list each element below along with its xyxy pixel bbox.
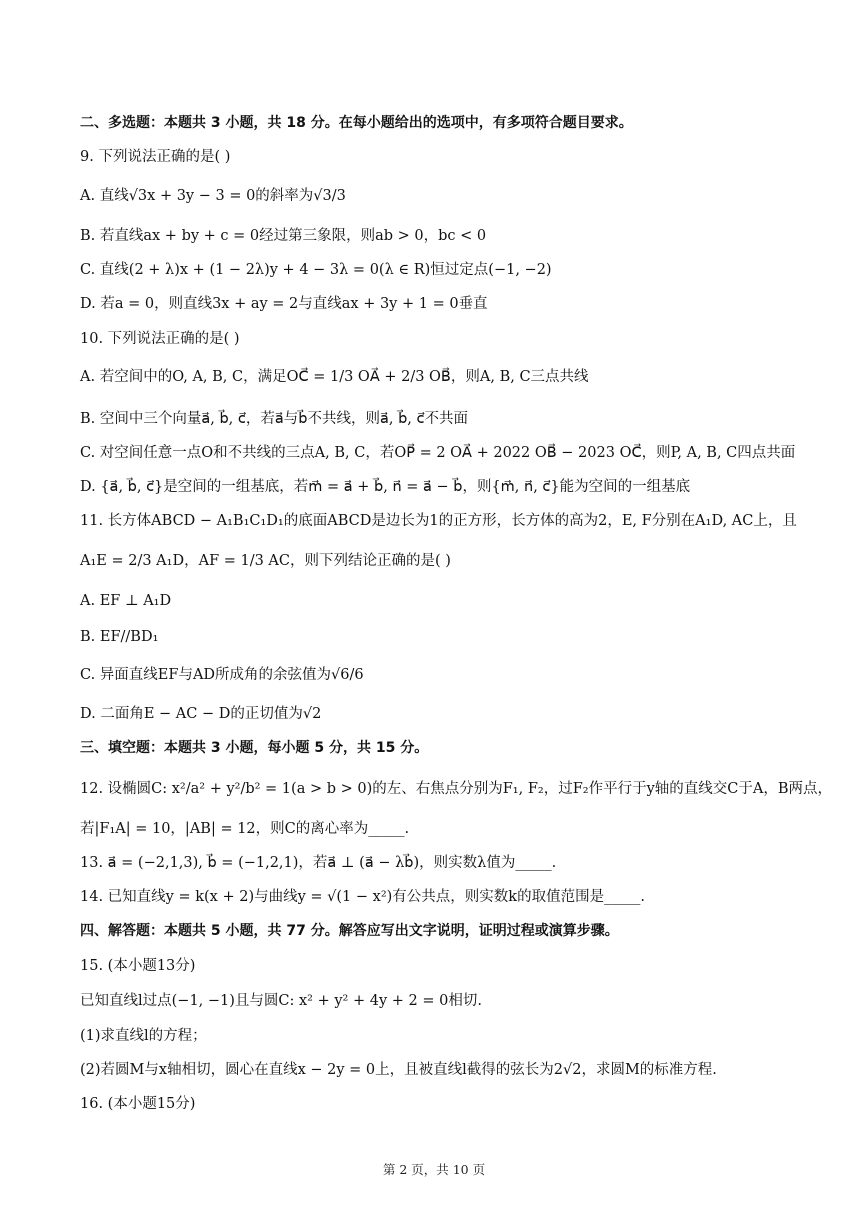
question-13: 13. a⃗ = (−2,1,3), b⃗ = (−1,2,1)，若a⃗ ⊥ (a⃗ − λb⃗)，则实数λ值为_____. (80, 855, 557, 871)
question-15-stem: 已知直线l过点(−1, −1)且与圆C: x² + y² + 4y + 2 = 0相切. (80, 993, 482, 1009)
question-11-option-d: D. 二面角E − AC − D的正切值为√2 (80, 706, 322, 722)
question-10-option-b: B. 空间中三个向量a⃗, b⃗, c⃗，若a⃗与b⃗不共线，则a⃗, b⃗, c⃗不共面 (80, 411, 468, 427)
page-footer: 第 2 页，共 10 页 (382, 1162, 486, 1177)
question-16-header: 16. (本小题15分) (80, 1096, 196, 1112)
question-15-part-1: (1)求直线l的方程； (80, 1028, 207, 1044)
question-11-option-b: B. EF//BD₁ (80, 629, 159, 645)
question-9-option-b: B. 若直线ax + by + c = 0经过第三象限，则ab > 0，bc < 0 (80, 228, 487, 244)
question-14: 14. 已知直线y = k(x + 2)与曲线y = √(1 − x²)有公共点，则实数k的取值范围是_____. (80, 889, 645, 905)
section-heading-multiple-choice: 二、多选题：本题共 3 小题，共 18 分。在每小题给出的选项中，有多项符合题目要求。 (80, 115, 633, 131)
question-9-option-c: C. 直线(2 + λ)x + (1 − 2λ)y + 4 − 3λ = 0(λ ∈ R)恒过定点(−1, −2) (80, 262, 552, 278)
question-9-option-a: A. 直线√3x + 3y − 3 = 0的斜率为√3/3 (80, 188, 346, 204)
question-15-part-2: (2)若圆M与x轴相切，圆心在直线x − 2y = 0上，且被直线l截得的弦长为2√2，求圆M的标准方程. (80, 1062, 717, 1078)
question-9-option-d: D. 若a = 0，则直线3x + ay = 2与直线ax + 3y + 1 = 0垂直 (80, 296, 488, 312)
question-11-option-a: A. EF ⊥ A₁D (80, 593, 172, 609)
question-12-line2: 若|F₁A| = 10，|AB| = 12，则C的离心率为_____. (80, 821, 410, 837)
section-heading-fill-in: 三、填空题：本题共 3 小题，每小题 5 分，共 15 分。 (80, 740, 429, 756)
question-11-stem-line2: A₁E = 2/3 A₁D，AF = 1/3 AC，则下列结论正确的是( ) (80, 553, 451, 569)
question-10-option-a: A. 若空间中的O, A, B, C，满足OC⃗ = 1/3 OA⃗ + 2/3 OB⃗，则A, B, C三点共线 (80, 369, 589, 385)
section-heading-solution: 四、解答题：本题共 5 小题，共 77 分。解答应写出文字说明，证明过程或演算步骤。 (80, 923, 619, 939)
question-9-stem: 9. 下列说法正确的是( ) (80, 149, 231, 165)
question-10-option-c: C. 对空间任意一点O和不共线的三点A, B, C，若OP⃗ = 2 OA⃗ + 2022 OB⃗ − 2023 OC⃗，则P, A, B, C四点共面 (80, 445, 796, 461)
question-11-option-c: C. 异面直线EF与AD所成角的余弦值为√6/6 (80, 667, 364, 683)
question-10-option-d: D. {a⃗, b⃗, c⃗}是空间的一组基底，若m⃗ = a⃗ + b⃗, n⃗ = a⃗ − b⃗，则{m⃗, n⃗, c⃗}能为空间的一组基底 (80, 479, 691, 495)
question-15-header: 15. (本小题13分) (80, 958, 196, 974)
question-10-stem: 10. 下列说法正确的是( ) (80, 331, 240, 347)
question-12-line1: 12. 设椭圆C: x²/a² + y²/b² = 1(a > b > 0)的左、右焦点分别为F₁, F₂，过F₂作平行于y轴的直线交C于A，B两点， (80, 781, 832, 797)
question-11-stem-line1: 11. 长方体ABCD − A₁B₁C₁D₁的底面ABCD是边长为1的正方形，长方体的高为2，E, F分别在A₁D, AC上，且 (80, 513, 797, 529)
